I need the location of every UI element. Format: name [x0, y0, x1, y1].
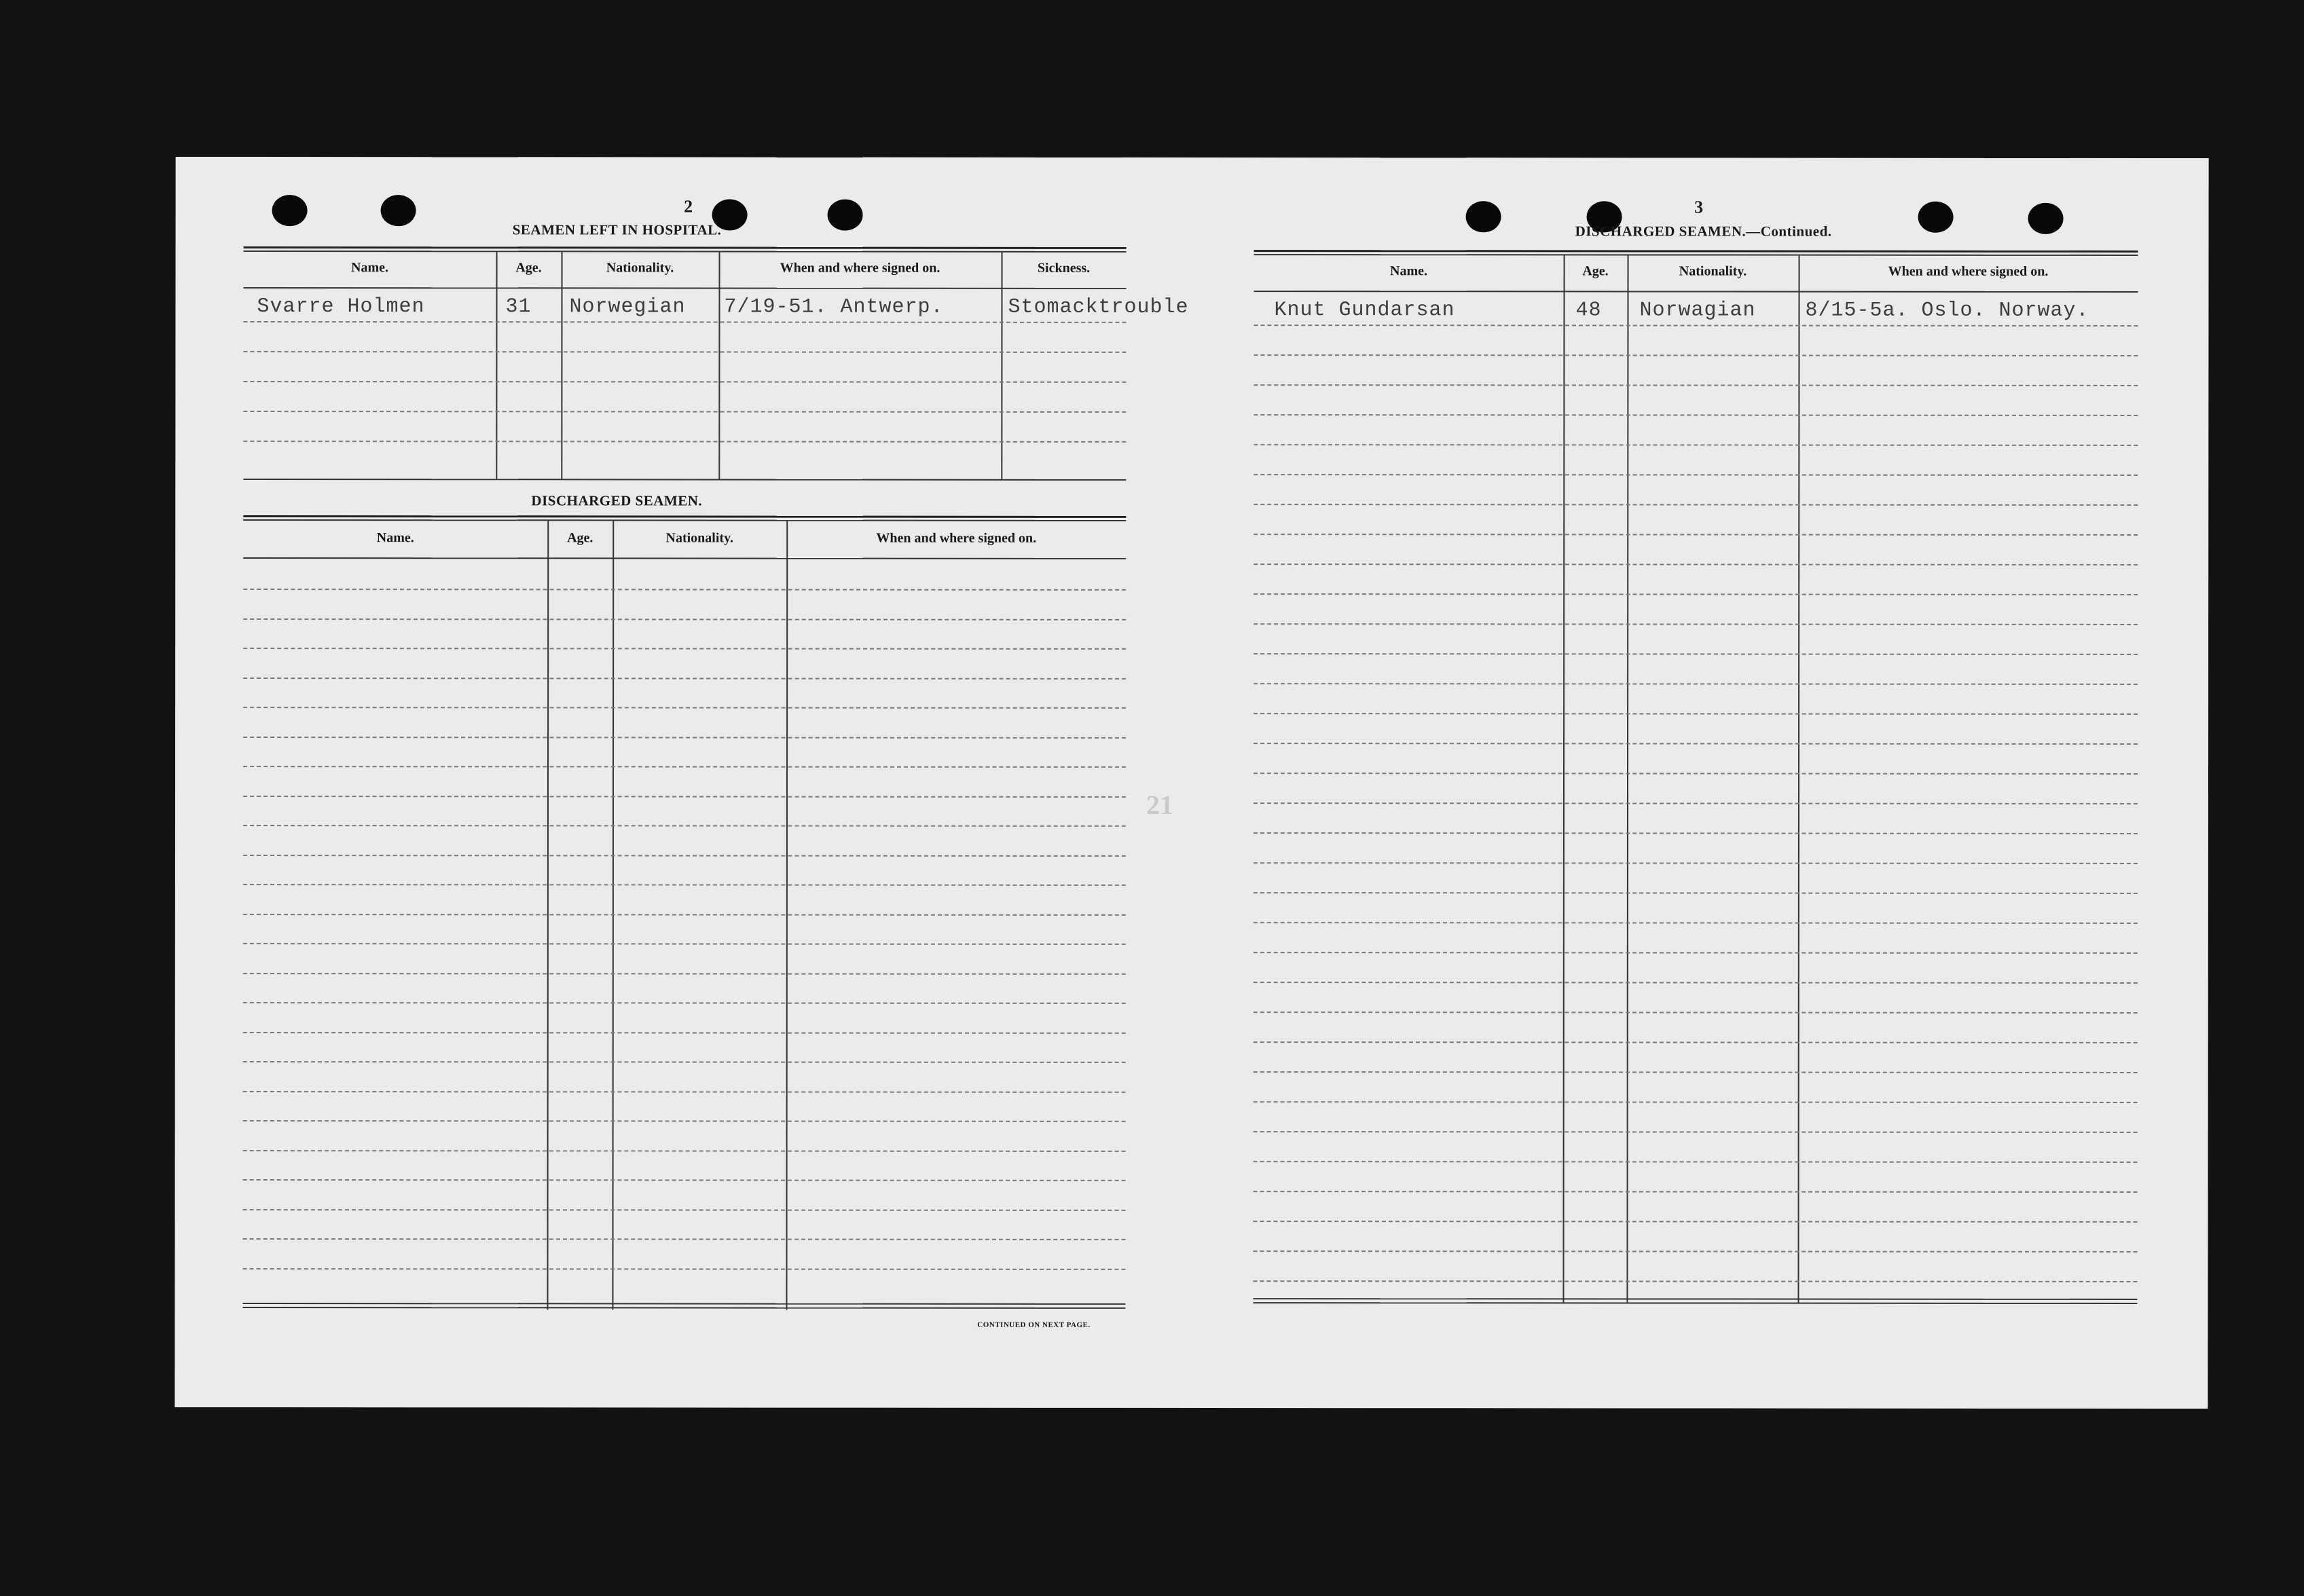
right-page-number: 3 [1694, 197, 1704, 217]
table-row-line [243, 411, 1126, 413]
table-row-line [243, 766, 1126, 768]
punch-hole [2028, 203, 2064, 234]
column-header-signed-on: When and where signed on. [1888, 263, 2049, 279]
column-header-name: Name. [1390, 263, 1428, 279]
hospital-row-sickness: Stomacktrouble [1008, 295, 1189, 319]
table-row-line [243, 1238, 1126, 1240]
column-header-sickness: Sickness. [1037, 260, 1091, 276]
table-row-line [1254, 593, 2138, 595]
table-row-line [1254, 444, 2138, 446]
table-row-line [243, 321, 1126, 323]
table-row-line [243, 884, 1126, 886]
table-row-line [1254, 623, 2138, 625]
left-page-number: 2 [684, 196, 693, 217]
table-top-rule [243, 515, 1126, 518]
table-row-line [243, 707, 1126, 709]
table-row-line [1254, 832, 2138, 834]
table-row-line [1254, 982, 2138, 984]
column-divider [1562, 255, 1565, 1303]
discharged-row-signed-on: 8/15-5a. Oslo. Norway. [1805, 299, 2089, 322]
table-row-line [1253, 1280, 2137, 1282]
discharged-section-title: DISCHARGED SEAMEN. [531, 492, 703, 509]
table-row-line [1254, 534, 2138, 536]
table-row-line [1254, 1161, 2138, 1163]
hospital-row-signed-on: 7/19-51. Antwerp. [724, 295, 944, 319]
column-header-signed-on: When and where signed on. [780, 260, 940, 276]
table-row-line [1254, 743, 2138, 745]
table-row-line [243, 381, 1126, 383]
table-row-line [1254, 892, 2138, 894]
table-row-line [243, 1002, 1126, 1004]
table-bottom-rule [243, 479, 1126, 481]
table-row-line [1254, 1071, 2138, 1073]
column-header-age: Age. [515, 260, 542, 276]
column-header-age: Age. [567, 530, 593, 546]
table-row-line [243, 589, 1126, 591]
table-row-line [1254, 1012, 2138, 1014]
punch-hole [272, 195, 308, 226]
column-header-signed-on: When and where signed on. [876, 530, 1037, 546]
table-row-line [1254, 952, 2138, 954]
table-bottom-rule [1253, 1298, 2137, 1300]
table-row-line [1254, 773, 2138, 775]
table-row-line [243, 943, 1126, 945]
table-row-line [1254, 354, 2138, 356]
header-bottom-rule [1254, 291, 2138, 293]
table-row-line [1254, 1131, 2138, 1133]
header-bottom-rule [243, 557, 1126, 559]
table-row-line [1254, 653, 2138, 655]
column-divider [786, 521, 788, 1310]
column-header-age: Age. [1582, 263, 1609, 279]
punch-hole [1918, 202, 1954, 233]
table-row-line [243, 1179, 1126, 1181]
hospital-section-title: SEAMEN LEFT IN HOSPITAL. [512, 221, 722, 238]
table-row-line [1254, 474, 2138, 476]
header-bottom-rule [244, 287, 1127, 289]
column-divider [718, 253, 720, 479]
table-row-line [243, 678, 1126, 680]
column-header-name: Name. [351, 260, 389, 276]
column-divider [1001, 253, 1002, 479]
column-header-nationality: Nationality. [665, 530, 733, 546]
column-header-name: Name. [376, 530, 414, 546]
table-row-line [243, 1032, 1126, 1034]
table-row-line [243, 441, 1126, 443]
table-row-line [242, 1268, 1125, 1270]
hospital-table [243, 246, 1189, 485]
table-top-rule [243, 519, 1126, 521]
column-divider [547, 521, 549, 1310]
table-row-line [1254, 862, 2138, 864]
table-row-line [1254, 1041, 2138, 1043]
table-row-line [1254, 1250, 2138, 1252]
table-row-line [243, 914, 1126, 916]
table-top-rule [244, 250, 1127, 253]
table-row-line [1254, 802, 2138, 804]
table-row-line [243, 618, 1126, 620]
column-divider [1626, 255, 1628, 1303]
table-row-line [1254, 713, 2138, 715]
table-row-line [1254, 683, 2138, 685]
punch-hole [1466, 201, 1501, 232]
table-bottom-rule [242, 1307, 1125, 1309]
table-row-line [1254, 563, 2138, 565]
column-divider [561, 252, 562, 479]
bleed-through-mark: 21 [1146, 789, 1173, 820]
discharged-row-nationality: Norwagian [1639, 299, 1756, 322]
column-divider [496, 252, 497, 479]
discharged-row-age: 48 [1575, 299, 1602, 322]
table-row-line [243, 351, 1126, 353]
column-divider [612, 521, 614, 1310]
table-top-rule [1254, 250, 2138, 253]
discharged-continued-title: DISCHARGED SEAMEN.—Continued. [1575, 223, 1832, 240]
hospital-row-name: Svarre Holmen [257, 295, 425, 319]
table-row-line [243, 1091, 1126, 1093]
discharged-table [242, 515, 1126, 1317]
hospital-row-age: 31 [505, 295, 532, 319]
table-row-line [243, 737, 1126, 739]
ledger-spread [175, 157, 2208, 1409]
table-bottom-rule [1253, 1302, 2137, 1304]
table-top-rule [1254, 254, 2138, 256]
column-header-nationality: Nationality. [1679, 263, 1747, 279]
discharged-row-name: Knut Gundarsan [1274, 299, 1455, 322]
table-row-line [1254, 324, 2138, 327]
table-row-line [243, 648, 1126, 650]
table-row-line [243, 1120, 1126, 1122]
column-header-nationality: Nationality. [606, 260, 674, 276]
table-row-line [1254, 1101, 2138, 1103]
discharged-continued-table [1253, 250, 2138, 1310]
table-row-line [243, 796, 1126, 798]
column-divider [1797, 256, 1799, 1304]
table-row-line [1254, 922, 2138, 924]
continued-note: CONTINUED ON NEXT PAGE. [977, 1320, 1091, 1329]
table-row-line [1254, 414, 2138, 416]
table-row-line [1254, 384, 2138, 386]
table-bottom-rule [242, 1303, 1125, 1305]
table-row-line [243, 855, 1126, 857]
table-row-line [243, 973, 1126, 975]
hospital-row-nationality: Norwegian [569, 295, 686, 319]
table-row-line [1254, 504, 2138, 506]
table-row-line [1254, 1221, 2138, 1223]
table-row-line [243, 825, 1126, 827]
table-row-line [243, 1209, 1126, 1211]
table-row-line [243, 1061, 1126, 1063]
table-row-line [1254, 1191, 2138, 1193]
table-row-line [243, 1150, 1126, 1152]
table-top-rule [244, 246, 1127, 249]
